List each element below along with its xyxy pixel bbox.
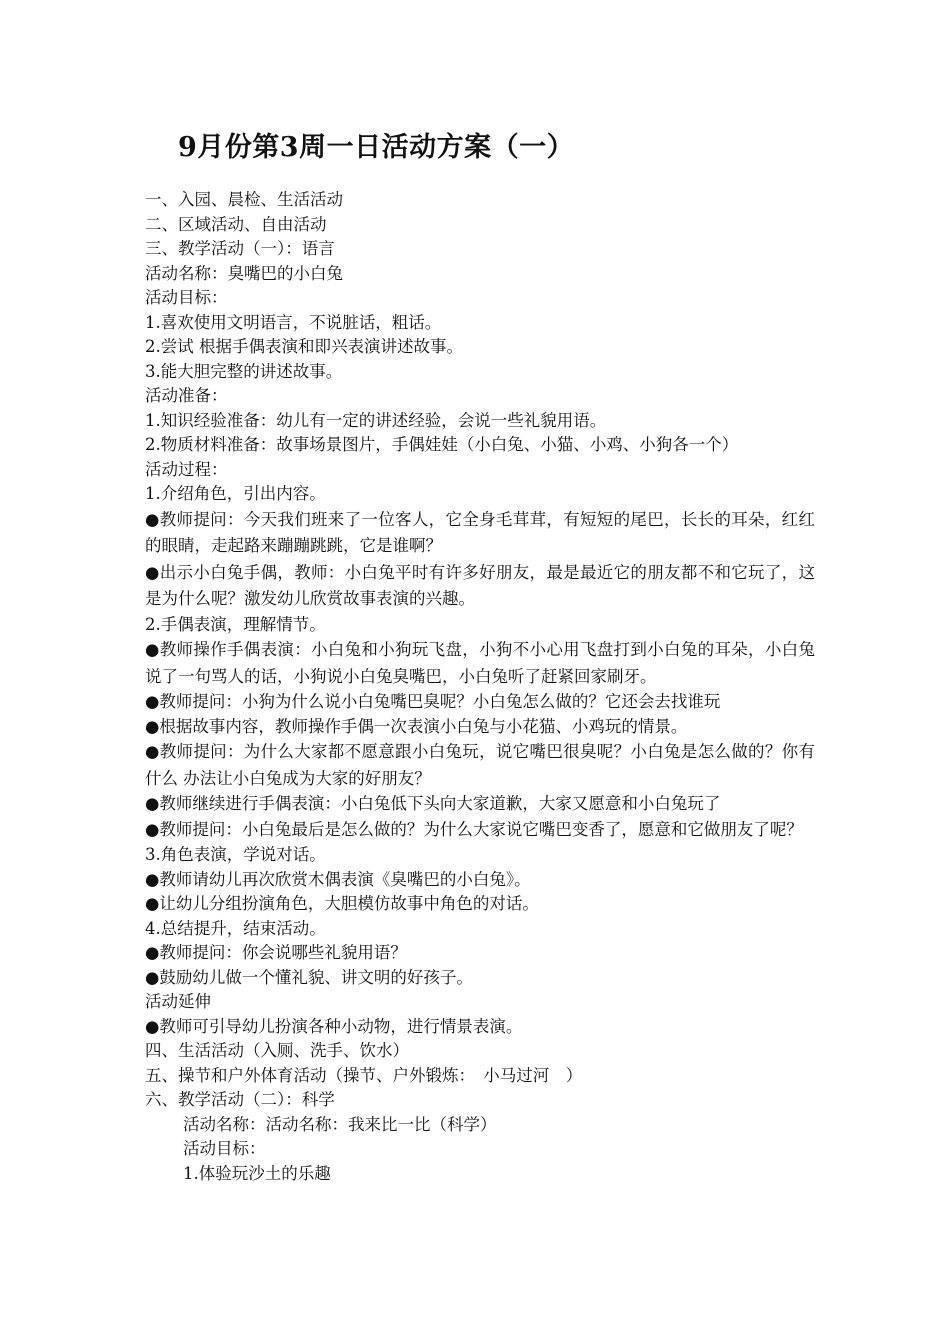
list-item: 1.知识经验准备：幼儿有一定的讲述经验，会说一些礼貌用语。 [145,410,607,430]
subheading: 活动延伸 [145,992,211,1011]
list-item: 4.总结提升，结束活动。 [145,918,326,938]
document-body [145,188,815,1186]
subheading: 活动目标： [183,1139,266,1158]
list-item: 1.介绍角色，引出内容。 [145,484,326,503]
list-item: 3.能大胆完整的讲述故事。 [145,361,343,381]
bullet-paragraph: ●教师提问：小白兔最后是怎么做的？为什么大家说它嘴巴变香了，愿意和它做朋友了呢？ [145,819,803,839]
section-heading: 五、操节和户外体育活动（操节、户外锻炼： 小马过河 ） [145,1065,583,1085]
subheading: 活动过程： [145,459,228,479]
activity-name: 活动名称：臭嘴巴的小白兔 [145,263,343,283]
page-title: 9月份第3周一日活动方案（一） [178,132,575,163]
subheading: 活动目标： [145,288,228,307]
bullet-item: ●教师请幼儿再次欣赏木偶表演《臭嘴巴的小白兔》。 [145,869,531,889]
section-heading: 二、区域活动、自由活动 [145,214,327,234]
bullet-paragraph: ●教师提问：为什么大家都不愿意跟小白兔玩，说它嘴巴很臭呢？小白兔是怎么做的？你有什么 办法让小白兔成为大家的好朋友？ [145,742,815,788]
bullet-item: ●教师可引导幼儿扮演各种小动物，进行情景表演。 [145,1016,523,1036]
bullet-item: ●鼓励幼儿做一个懂礼貌、讲文明的好孩子。 [145,967,473,987]
bullet-item: ●教师提问：你会说哪些礼貌用语？ [145,943,407,962]
activity-name: 活动名称：活动名称：我来比一比（科学） [183,1114,497,1134]
section-heading: 三、教学活动（一）：语言 [145,239,335,258]
list-item: 1.喜欢使用文明语言，不说脏话，粗话。 [145,312,442,332]
list-item: 2.手偶表演，理解情节。 [145,614,326,634]
list-item: 2.尝试 根据手偶表演和即兴表演讲述故事。 [145,337,463,356]
bullet-paragraph: ●出示小白兔手偶，教师：小白兔平时有许多好朋友，最是最近它的朋友都不和它玩了，这是为什么呢？激发幼儿欣赏故事表演的兴趣。 [145,562,815,608]
section-heading: 六、教学活动（二）：科学 [145,1090,335,1109]
bullet-item: ●教师继续进行手偶表演：小白兔低下头向大家道歉，大家又愿意和小白兔玩了 [145,794,721,813]
bullet-paragraph: ●教师提问：今天我们班来了一位客人，它全身毛茸茸，有短短的尾巴，长长的耳朵，红红的眼睛，走起路来蹦蹦跳跳，它是谁啊？ [145,509,815,555]
list-item: 3.角色表演，学说对话。 [145,845,326,864]
bullet-paragraph: ●教师操作手偶表演：小白兔和小狗玩飞盘，小狗不小心用飞盘打到小白兔的耳朵，小白兔说了一句骂人的话，小狗说小白兔臭嘴巴，小白兔听了赶紧回家刷牙。 [145,640,815,686]
list-item: 2.物质材料准备：故事场景图片，手偶娃娃（小白兔、小猫、小鸡、小狗各一个） [145,435,739,454]
section-heading: 一、入园、晨检、生活活动 [145,190,343,209]
bullet-item: ●让幼儿分组扮演角色，大胆模仿故事中角色的对话。 [145,894,539,913]
section-heading: 四、生活活动（入厕、洗手、饮水） [145,1041,409,1060]
bullet-item: ●教师提问：小狗为什么说小白兔嘴巴臭呢？小白兔怎么做的？它还会去找谁玩 [145,692,721,711]
list-item: 1.体验玩沙土的乐趣 [183,1163,331,1183]
bullet-item: ●根据故事内容，教师操作手偶一次表演小白兔与小花猫、小鸡玩的情景。 [145,716,688,736]
subheading: 活动准备： [145,386,228,405]
